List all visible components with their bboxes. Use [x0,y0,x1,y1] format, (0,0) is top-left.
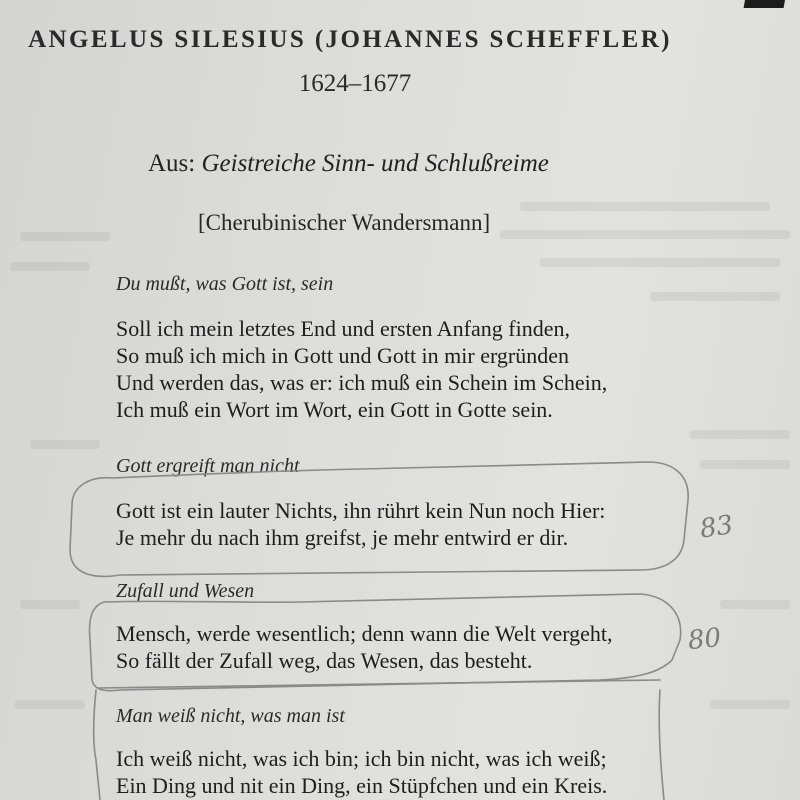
work-subtitle: [Cherubinischer Wandersmann] [198,210,491,235]
poem-title: Man weiß nicht, was man ist [116,705,345,727]
verse-line: Und werden das, was er: ich muß ein Schein im Schein, [116,370,608,395]
poem-title: Du mußt, was Gott ist, sein [116,273,334,295]
margin-note-80: 80 [686,622,723,657]
verse-line: Ich muß ein Wort im Wort, ein Gott in Gotte sein. [116,397,553,422]
verse-line: Ich weiß nicht, was ich bin; ich bin nicht, was ich weiß; [116,746,607,771]
verse-line: Ein Ding und nit ein Ding, ein Stüpfchen und ein Kreis. [116,773,608,798]
margin-note-83: 83 [698,510,735,545]
work-title: Geistreiche Sinn- und Schlußreime [201,150,549,177]
author-dates: 1624–1677 [298,70,412,97]
verse-line: Soll ich mein letztes End und ersten Anfang finden, [116,316,570,341]
poem-body [116,745,607,799]
verse-line: So fällt der Zufall weg, das Wesen, das besteht. [116,648,533,673]
verse-line: Gott ist ein lauter Nichts, ihn rührt kein Nun noch Hier: [116,498,606,523]
author-heading: ANGELUS SILESIUS (JOHANNES SCHEFFLER) [28,26,672,53]
source-line [148,150,549,178]
poem-body [116,497,605,551]
source-prefix: Aus: [148,150,202,177]
verse-line: So muß ich mich in Gott und Gott in mir ergründen [116,343,569,368]
verse-line: Mensch, werde wesentlich; denn wann die Welt vergeht, [116,621,613,646]
verse-line: Je mehr du nach ihm greifst, je mehr entwird er dir. [116,525,569,550]
pencil-line-3 [98,680,660,688]
adjacent-page-edge [744,0,787,8]
poem-body [116,620,613,674]
poem-body [116,315,607,423]
poem-title: Zufall und Wesen [116,580,255,602]
poem-title: Gott ergreift man nicht [116,455,300,477]
